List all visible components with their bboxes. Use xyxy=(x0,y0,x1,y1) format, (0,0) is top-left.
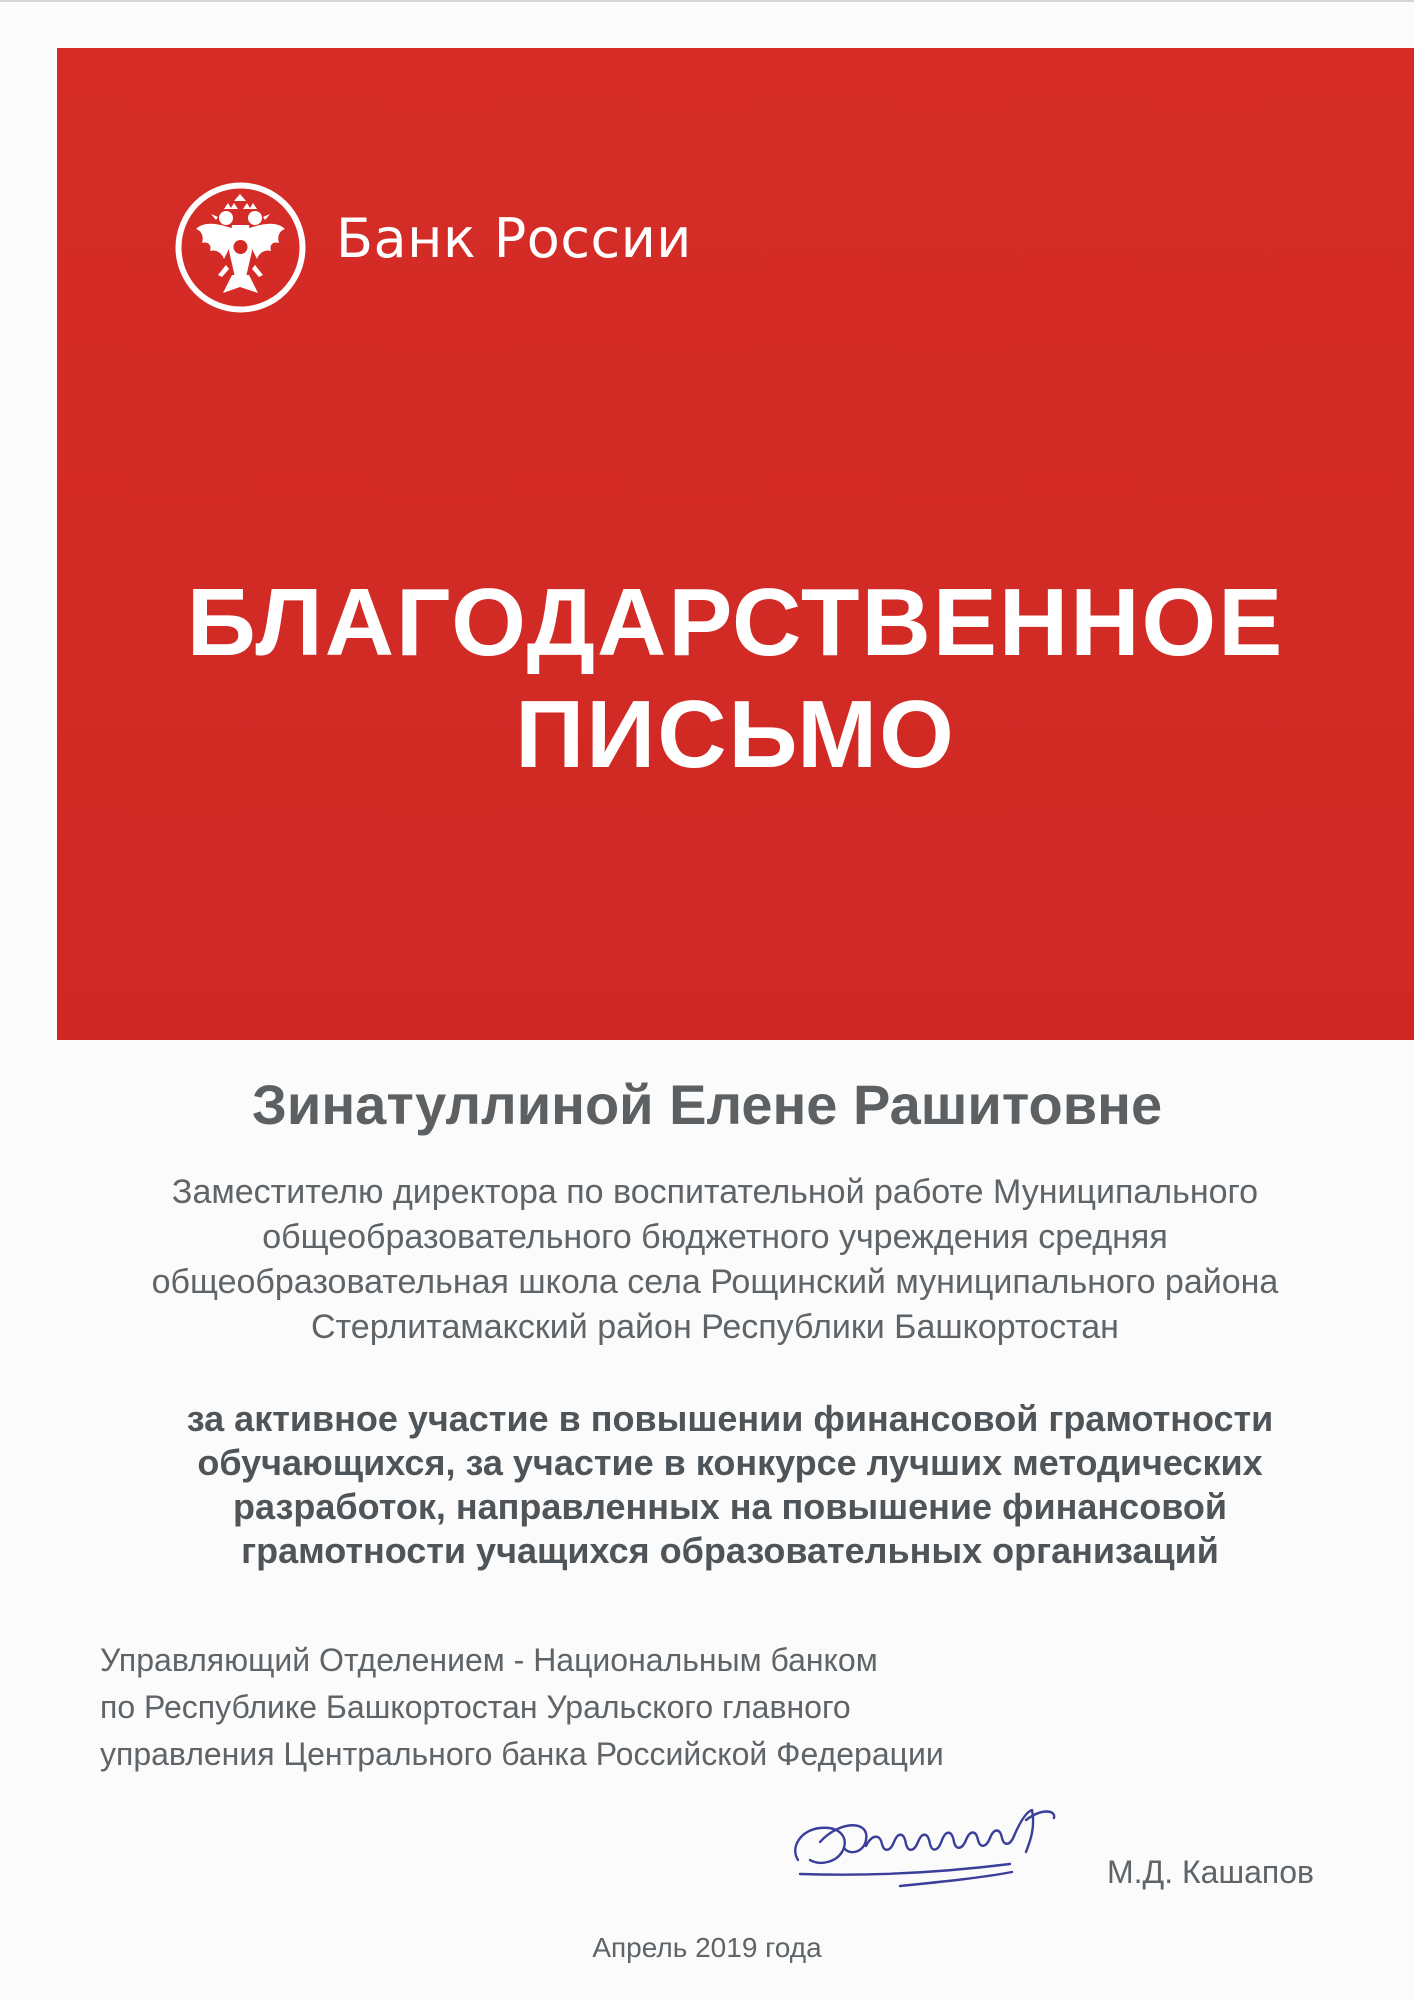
signer-name: М.Д. Кашапов xyxy=(1107,1854,1315,1890)
document-title-line: БЛАГОДАРСТВЕННОЕ xyxy=(186,569,1285,676)
bank-name: Банк России xyxy=(336,207,692,270)
reason-line: разработок, направленных на повышение финансовой xyxy=(233,1486,1227,1527)
scan-top-edge xyxy=(0,0,1414,8)
position-line: Заместителю директора по воспитательной работе Муниципального xyxy=(171,1173,1259,1211)
double-headed-eagle-icon xyxy=(174,181,307,314)
document-title xyxy=(57,567,1414,791)
recipient-position xyxy=(90,1170,1340,1350)
handwritten-signature xyxy=(780,1790,1140,1900)
position-line: общеобразовательная школа села Рощинский муниципального района xyxy=(151,1263,1279,1301)
position-line: общеобразовательного бюджетного учреждения средняя xyxy=(262,1218,1168,1256)
document-title-line: ПИСЬМО xyxy=(515,681,956,788)
reason-line: за активное участие в повышении финансовой грамотности xyxy=(186,1398,1274,1439)
signer-title-line: по Республике Башкортостан Уральского главного xyxy=(100,1689,851,1725)
signer-title xyxy=(100,1637,944,1778)
recipient-name: Зинатуллиной Елене Рашитовне xyxy=(251,1073,1163,1136)
signer-title-line: управления Центрального банка Российской Федерации xyxy=(100,1736,944,1772)
reason-line: обучающихся, за участие в конкурсе лучших методических xyxy=(197,1442,1263,1483)
signer-title-line: Управляющий Отделением - Национальным банком xyxy=(100,1642,878,1678)
reason-line: грамотности учащихся образовательных организаций xyxy=(241,1530,1219,1571)
position-line: Стерлитамакский район Республики Башкортостан xyxy=(311,1308,1119,1346)
award-reason xyxy=(100,1397,1360,1573)
issue-date: Апрель 2019 года xyxy=(592,1932,822,1963)
